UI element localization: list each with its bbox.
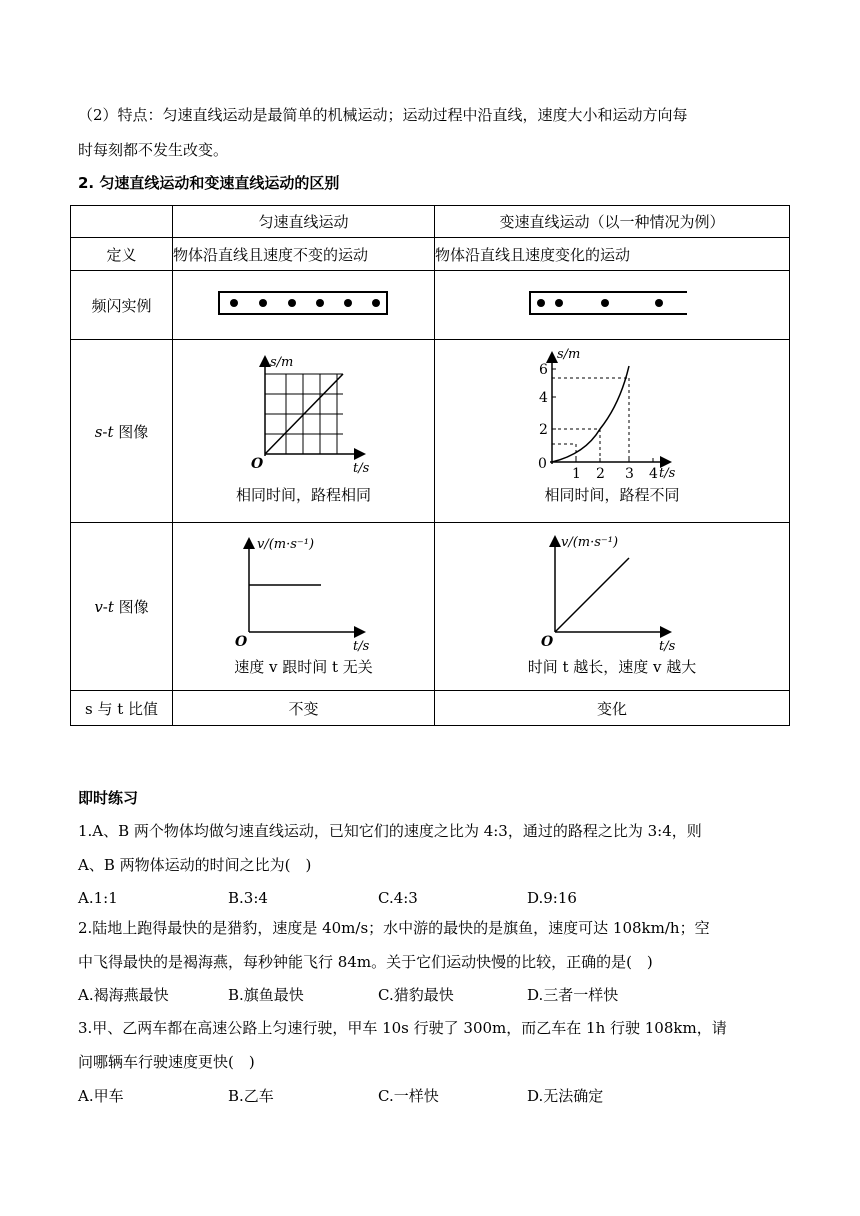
table-row-ratio [71, 691, 790, 726]
vt-label-t: t [107, 598, 114, 616]
x-axis-label: t/s [353, 638, 370, 654]
q2-options [78, 984, 788, 1006]
q3-line-1: 3.甲、乙两车都在高速公路上匀速行驶，甲车 10s 行驶了 300m，而乙车在 1h 行驶 108km，请 [78, 1019, 727, 1037]
option-a: A.1:1 [78, 889, 118, 907]
flash-dot [555, 299, 563, 307]
q2-line-1: 2.陆地上跑得最快的是猎豹，速度是 40m/s；水中游的最快的是旗鱼，速度可达 108km/h；空 [78, 919, 710, 937]
origin-label: O [235, 633, 248, 650]
flash-uniform-strip [173, 271, 434, 335]
flash-dot [316, 299, 324, 307]
vt-label [71, 523, 173, 691]
st-uniform-caption: 相同时间，路程相同 [235, 486, 371, 504]
option-c: C.猎豹最快 [378, 986, 454, 1004]
q3-options [78, 1085, 788, 1107]
flash-dot [230, 299, 238, 307]
vt-label-dash: - [102, 598, 108, 616]
y-tick-label: 4 [539, 390, 548, 406]
flash-dot [344, 299, 352, 307]
y-axis-label: v/(m·s⁻¹) [257, 536, 315, 552]
st-uniform-graph [173, 344, 434, 484]
origin-label: O [251, 456, 264, 472]
intro-line-1: （2）特点：匀速直线运动是最简单的机械运动；运动过程中沿直线，速度大小和运动方向每 [78, 106, 688, 124]
x-tick-label: 1 [572, 466, 581, 482]
intro-line-2: 时每刻都不发生改变。 [78, 141, 229, 159]
x-tick-label: 4 [649, 466, 658, 482]
option-b: B.3:4 [228, 889, 268, 907]
st-label-t: t [107, 422, 114, 441]
x-axis-label: t/s [659, 466, 676, 481]
option-c: C.4:3 [378, 889, 418, 907]
practice-title: 即时练习 [78, 789, 139, 807]
q3-line-2: 问哪辆车行驶速度更快( ) [78, 1053, 255, 1071]
x-tick-label: 2 [596, 466, 605, 482]
y-tick-label: 6 [539, 362, 548, 378]
option-d: D.9:16 [527, 889, 577, 907]
flash-dot [537, 299, 545, 307]
q2-line-2: 中飞得最快的是褐海燕，每秒钟能飞行 84m。关于它们运动快慢的比较，正确的是( ) [78, 953, 653, 971]
vt-variable-cell [435, 523, 790, 691]
flash-dot [601, 299, 609, 307]
table-header-row [71, 206, 790, 238]
table-row-vt [71, 523, 790, 691]
ratio-uniform: 不变 [173, 691, 435, 726]
vt-uniform-cell [173, 523, 435, 691]
origin-label: O [541, 633, 554, 650]
st-label-dash: - [102, 422, 108, 441]
st-variable-curve [552, 366, 629, 462]
ratio-label: s 与 t 比值 [71, 691, 173, 726]
flash-variable-strip [435, 271, 789, 335]
flash-dot [655, 299, 663, 307]
definition-label: 定义 [71, 238, 173, 271]
origin-label: 0 [538, 456, 547, 472]
x-tick-label: 3 [625, 466, 634, 482]
flash-dot [259, 299, 267, 307]
option-a: A.褐海燕最快 [78, 986, 169, 1004]
option-d: D.无法确定 [527, 1087, 604, 1105]
table-row-definition [71, 238, 790, 271]
st-variable-cell [435, 340, 790, 523]
x-axis-label: t/s [353, 461, 370, 476]
y-axis-label: s/m [557, 347, 581, 362]
st-label [71, 340, 173, 523]
q1-line-1: 1.A、B 两个物体均做匀速直线运动，已知它们的速度之比为 4:3，通过的路程之比为 3:4，则 [78, 822, 702, 840]
vt-variable-caption: 时间 t 越长，速度 v 越大 [527, 657, 697, 676]
option-b: B.旗鱼最快 [228, 986, 304, 1004]
table-row-flash [71, 271, 790, 340]
vt-variable-graph [435, 528, 789, 656]
table-row-st [71, 340, 790, 523]
option-a: A.甲车 [78, 1087, 124, 1105]
flash-label: 频闪实例 [71, 271, 173, 340]
y-axis-label: s/m [270, 355, 294, 370]
y-tick-label: 2 [539, 422, 548, 438]
definition-variable: 物体沿直线且速度变化的运动 [435, 238, 790, 271]
flash-dot [288, 299, 296, 307]
vt-label-rest: 图像 [113, 598, 149, 616]
comparison-table [70, 205, 790, 726]
option-d: D.三者一样快 [527, 986, 619, 1004]
x-axis-label: t/s [659, 638, 676, 654]
vt-label-v: v [94, 598, 103, 616]
q1-options [78, 887, 788, 909]
definition-uniform: 物体沿直线且速度不变的运动 [173, 238, 435, 271]
header-variable: 变速直线运动（以一种情况为例） [435, 206, 790, 238]
st-variable-graph [435, 344, 789, 484]
vt-uniform-caption: 速度 v 跟时间 t 无关 [234, 657, 373, 676]
vt-variable-line [555, 558, 629, 632]
ratio-variable: 变化 [435, 691, 790, 726]
flash-uniform-cell [173, 271, 435, 340]
header-empty-cell [71, 206, 173, 238]
st-uniform-cell [173, 340, 435, 523]
option-b: B.乙车 [228, 1087, 274, 1105]
st-label-rest: 图像 [113, 422, 149, 441]
vt-uniform-graph [173, 528, 434, 656]
flash-variable-cell [435, 271, 790, 340]
q1-line-2: A、B 两物体运动的时间之比为( ) [78, 856, 312, 874]
flash-dot [372, 299, 380, 307]
st-variable-caption: 相同时间，路程不同 [544, 486, 680, 504]
st-label-s: s [94, 422, 103, 441]
header-uniform: 匀速直线运动 [173, 206, 435, 238]
option-c: C.一样快 [378, 1087, 439, 1105]
y-axis-label: v/(m·s⁻¹) [561, 534, 619, 550]
section-title: 2. 匀速直线运动和变速直线运动的区别 [78, 174, 340, 192]
